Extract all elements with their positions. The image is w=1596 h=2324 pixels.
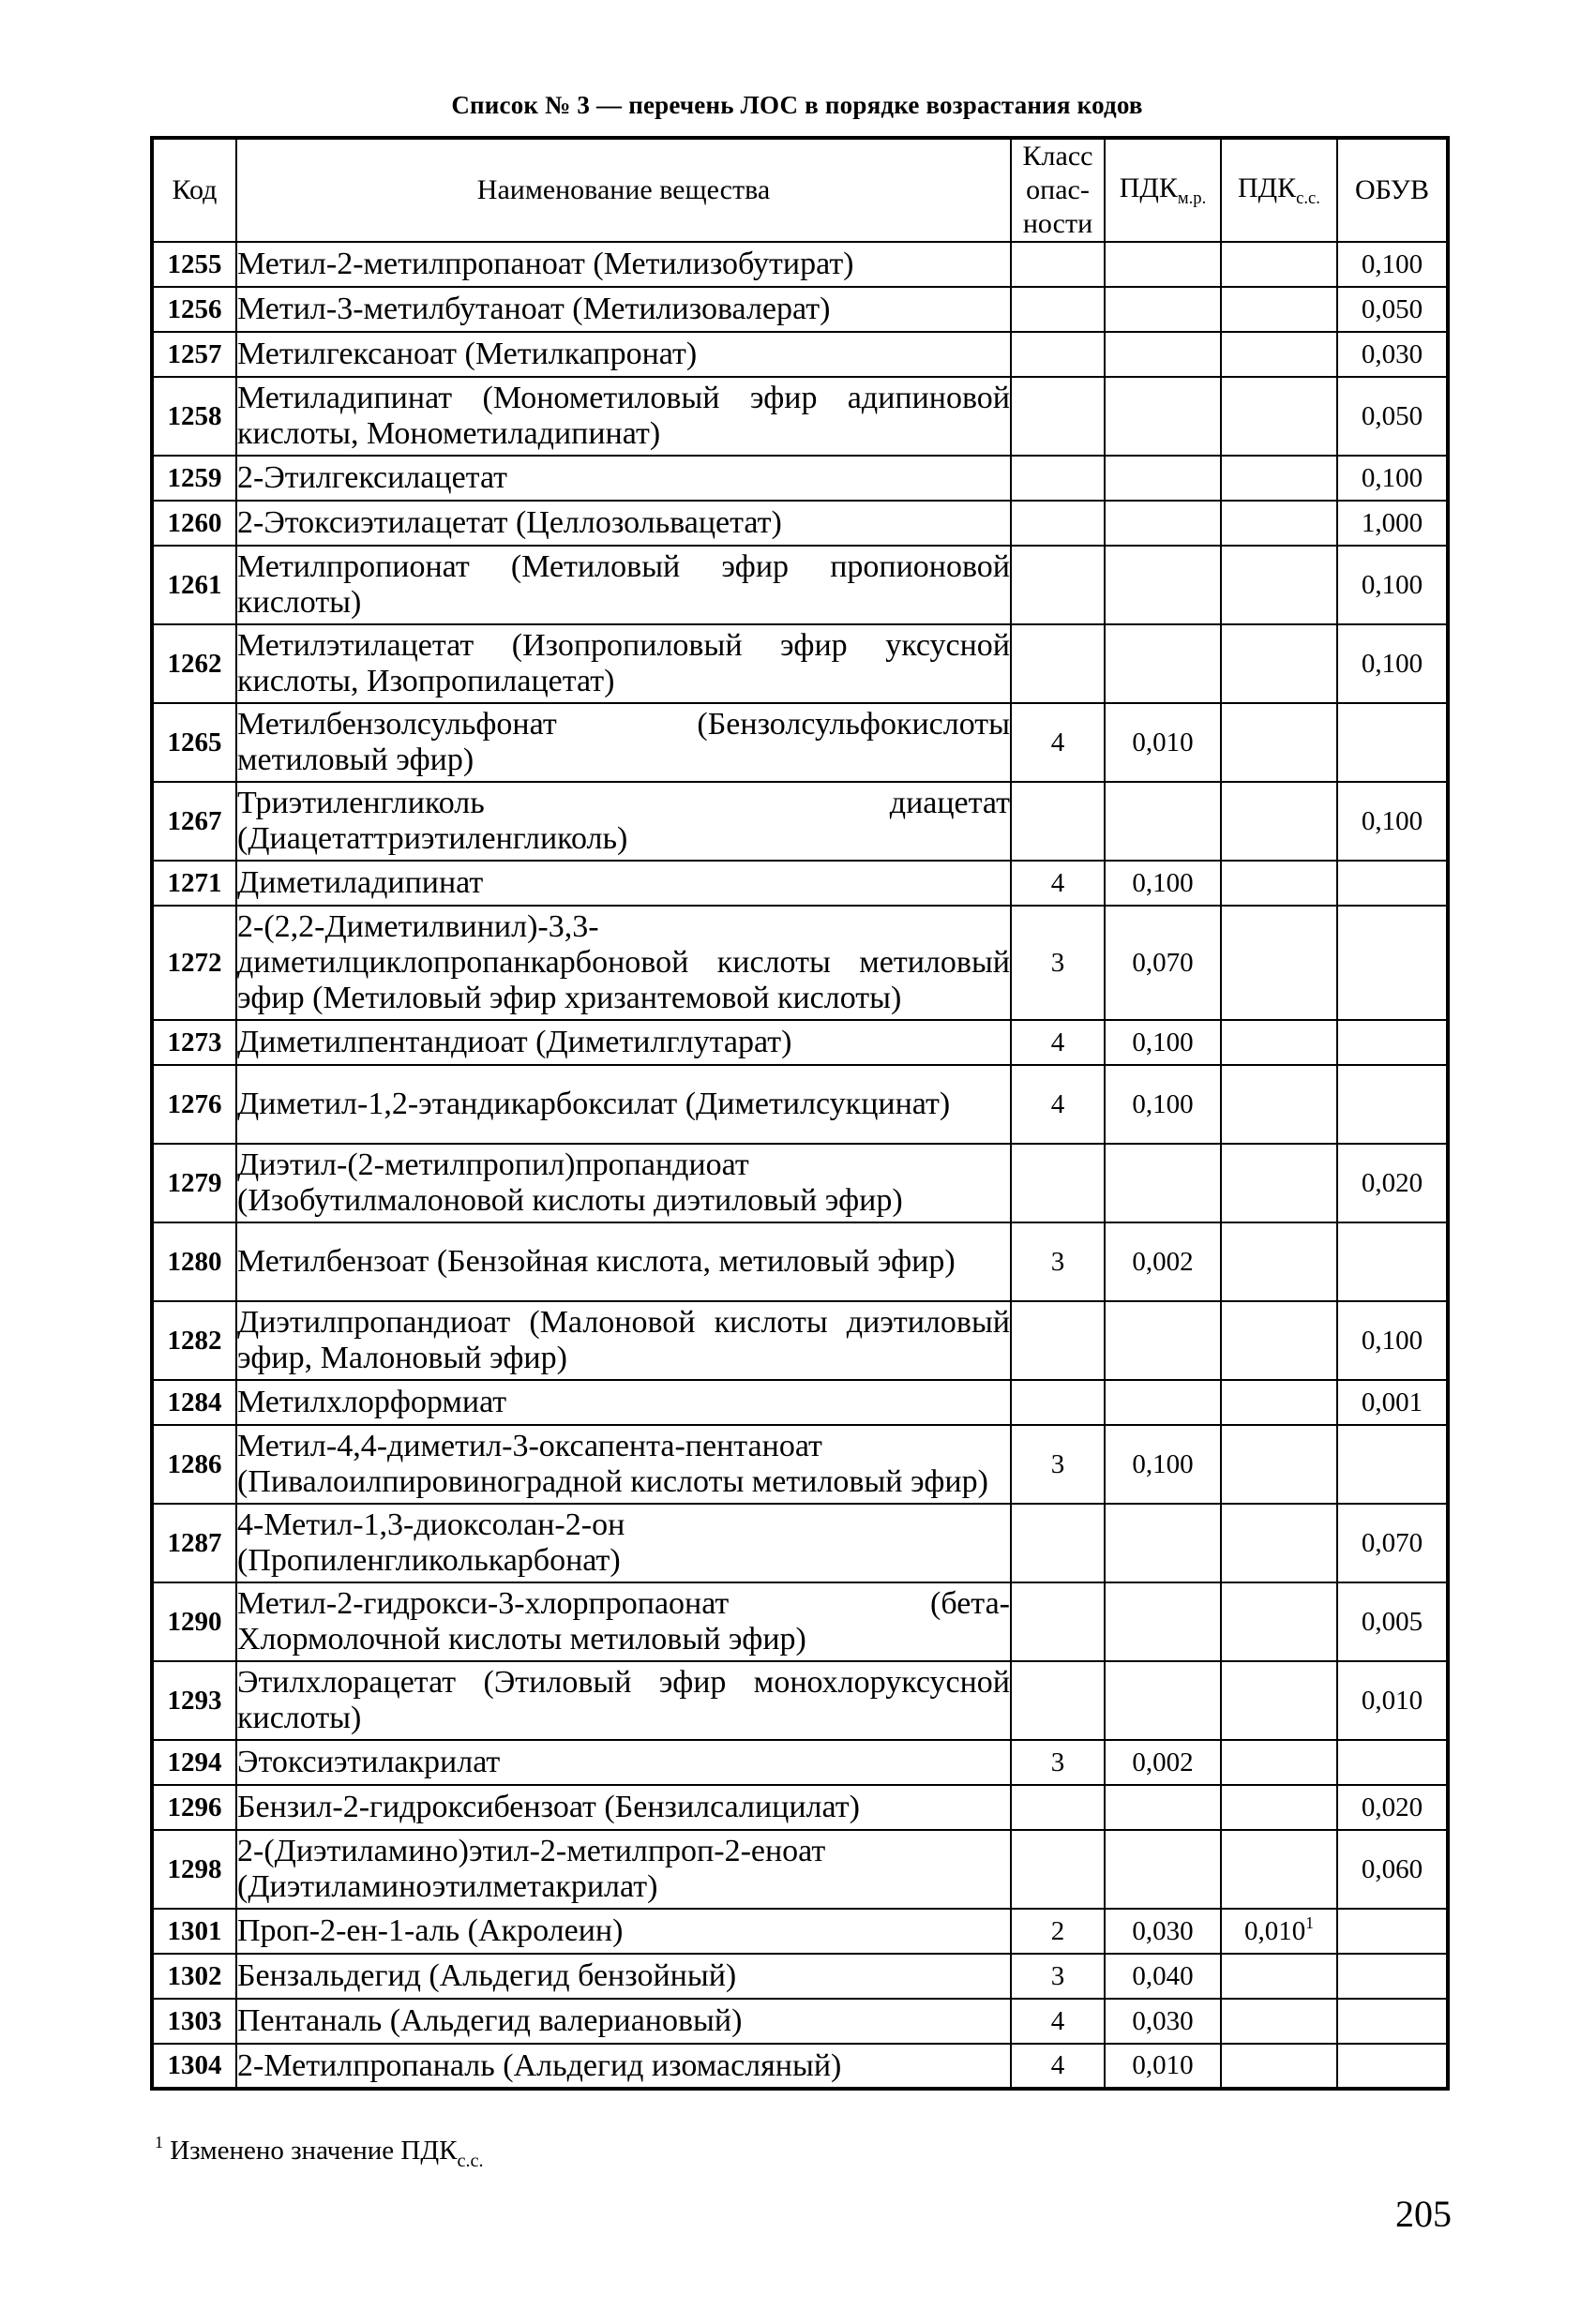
code-cell: 1259 (152, 456, 236, 501)
table-row (152, 1785, 1448, 1830)
footnote-ref: 1 (1305, 1912, 1314, 1932)
code-cell: 1273 (152, 1020, 236, 1065)
pdk-mr-cell (1105, 242, 1221, 287)
table-row (152, 1954, 1448, 1999)
class-cell (1011, 242, 1105, 287)
name-cell: 2-Этоксиэтилацетат (Целлозольвацетат) (236, 501, 1011, 546)
code-cell: 1302 (152, 1954, 236, 1999)
class-cell: 4 (1011, 703, 1105, 782)
table-row (152, 1222, 1448, 1301)
pdk-ss-cell (1221, 456, 1337, 501)
pdk-ss-cell (1221, 861, 1337, 906)
header-class-line: опас- (1026, 174, 1090, 205)
pdk-mr-cell (1105, 1144, 1221, 1222)
code-cell: 1276 (152, 1065, 236, 1144)
table-row (152, 1425, 1448, 1504)
header-pdk-ss (1221, 138, 1337, 242)
pdk-ss-cell (1221, 242, 1337, 287)
code-cell: 1298 (152, 1830, 236, 1909)
obuv-cell (1337, 1954, 1448, 1999)
obuv-cell: 0,100 (1337, 624, 1448, 703)
header-pdk-ss-main: ПДК (1238, 172, 1297, 203)
page-number: 205 (1395, 2193, 1452, 2235)
class-cell: 4 (1011, 1020, 1105, 1065)
code-cell: 1271 (152, 861, 236, 906)
class-cell (1011, 624, 1105, 703)
pdk-mr-cell (1105, 501, 1221, 546)
name-cell: 2-Этилгексилацетат (236, 456, 1011, 501)
table-row (152, 377, 1448, 456)
obuv-cell: 0,020 (1337, 1785, 1448, 1830)
code-cell: 1255 (152, 242, 236, 287)
pdk-mr-cell (1105, 377, 1221, 456)
class-cell (1011, 501, 1105, 546)
class-cell (1011, 1144, 1105, 1222)
header-class (1011, 138, 1105, 242)
pdk-mr-cell (1105, 546, 1221, 624)
obuv-cell (1337, 1020, 1448, 1065)
name-cell: Метилгексаноат (Метилкапронат) (236, 332, 1011, 377)
footnote-mark: 1 (155, 2133, 163, 2152)
header-class-line: ности (1022, 208, 1093, 239)
pdk-mr-cell (1105, 1380, 1221, 1425)
code-cell: 1287 (152, 1504, 236, 1582)
class-cell: 3 (1011, 1425, 1105, 1504)
table-row (152, 242, 1448, 287)
pdk-mr-cell (1105, 1661, 1221, 1740)
pdk-ss-cell (1221, 1144, 1337, 1222)
pdk-ss-cell (1221, 377, 1337, 456)
name-cell: Метил-2-метилпропаноат (Метилизобутират) (236, 242, 1011, 287)
table-row (152, 2044, 1448, 2089)
header-obuv: ОБУВ (1337, 138, 1448, 242)
obuv-cell: 0,050 (1337, 377, 1448, 456)
header-code: Код (152, 138, 236, 242)
name-cell: 2-Метилпропаналь (Альдегид изомасляный) (236, 2044, 1011, 2089)
class-cell (1011, 332, 1105, 377)
pdk-mr-cell: 0,030 (1105, 1909, 1221, 1954)
pdk-ss-cell (1221, 1301, 1337, 1380)
pdk-mr-cell (1105, 782, 1221, 861)
obuv-cell: 0,010 (1337, 1661, 1448, 1740)
header-pdk-ss-sub: с.с. (1296, 188, 1320, 208)
code-cell: 1304 (152, 2044, 236, 2089)
obuv-cell (1337, 1740, 1448, 1785)
obuv-cell (1337, 861, 1448, 906)
code-cell: 1284 (152, 1380, 236, 1425)
table-row (152, 287, 1448, 332)
table-row (152, 546, 1448, 624)
pdk-mr-cell (1105, 1504, 1221, 1582)
class-cell: 4 (1011, 2044, 1105, 2089)
pdk-mr-cell: 0,010 (1105, 703, 1221, 782)
pdk-ss-cell (1221, 501, 1337, 546)
table-body (152, 242, 1448, 2089)
obuv-cell (1337, 906, 1448, 1020)
substance-table (150, 136, 1450, 2091)
table-row (152, 1661, 1448, 1740)
obuv-cell (1337, 1222, 1448, 1301)
class-cell: 3 (1011, 1740, 1105, 1785)
pdk-ss-cell (1221, 332, 1337, 377)
name-cell: Проп-2-ен-1-аль (Акролеин) (236, 1909, 1011, 1954)
table-row (152, 906, 1448, 1020)
class-cell: 2 (1011, 1909, 1105, 1954)
obuv-cell: 0,001 (1337, 1380, 1448, 1425)
obuv-cell: 0,030 (1337, 332, 1448, 377)
pdk-mr-cell: 0,100 (1105, 1065, 1221, 1144)
code-cell: 1262 (152, 624, 236, 703)
class-cell (1011, 1785, 1105, 1830)
obuv-cell: 0,005 (1337, 1582, 1448, 1661)
pdk-ss-cell (1221, 1504, 1337, 1582)
obuv-cell (1337, 2044, 1448, 2089)
pdk-ss-cell (1221, 546, 1337, 624)
pdk-mr-cell (1105, 1582, 1221, 1661)
name-cell: Метил-2-гидрокси-3-хлорпропаонат (бета-Хлормолочной кислоты метиловый эфир) (236, 1582, 1011, 1661)
pdk-ss-cell (1221, 624, 1337, 703)
name-cell: Бензил-2-гидроксибензоат (Бензилсалицилат) (236, 1785, 1011, 1830)
name-cell: 2-(Диэтиламино)этил-2-метилпроп-2-еноат (Диэтиламиноэтилметакрилат) (236, 1830, 1011, 1909)
class-cell (1011, 1582, 1105, 1661)
table-row (152, 1999, 1448, 2044)
pdk-mr-cell (1105, 332, 1221, 377)
pdk-ss-cell (1221, 2044, 1337, 2089)
class-cell (1011, 456, 1105, 501)
table-row (152, 782, 1448, 861)
name-cell: Метил-4,4-диметил-3-оксапента-пентаноат (Пивалоилпировиноградной кислоты метиловый эфир) (236, 1425, 1011, 1504)
table-row (152, 1380, 1448, 1425)
footnote-text: Изменено значение ПДК (170, 2136, 458, 2166)
name-cell: Триэтиленгликоль диацетат (Диацетаттриэтиленгликоль) (236, 782, 1011, 861)
name-cell: Диэтилпропандиоат (Малоновой кислоты диэтиловый эфир, Малоновый эфир) (236, 1301, 1011, 1380)
class-cell (1011, 377, 1105, 456)
table-row (152, 1020, 1448, 1065)
pdk-ss-cell (1221, 1425, 1337, 1504)
pdk-mr-cell (1105, 1301, 1221, 1380)
code-cell: 1296 (152, 1785, 236, 1830)
code-cell: 1280 (152, 1222, 236, 1301)
pdk-ss-cell (1221, 906, 1337, 1020)
code-cell: 1279 (152, 1144, 236, 1222)
table-header-row (152, 138, 1448, 242)
page-title: Список № 3 — перечень ЛОС в порядке возрастания кодов (451, 91, 1143, 119)
name-cell: 4-Метил-1,3-диоксолан-2-он (Пропиленгликолькарбонат) (236, 1504, 1011, 1582)
table-row (152, 1144, 1448, 1222)
obuv-cell: 0,100 (1337, 1301, 1448, 1380)
pdk-ss-cell (1221, 1582, 1337, 1661)
name-cell: Бензальдегид (Альдегид бензойный) (236, 1954, 1011, 1999)
pdk-ss-cell (1221, 782, 1337, 861)
code-cell: 1258 (152, 377, 236, 456)
obuv-cell: 1,000 (1337, 501, 1448, 546)
class-cell (1011, 1380, 1105, 1425)
table-row (152, 703, 1448, 782)
class-cell: 3 (1011, 1954, 1105, 1999)
class-cell: 4 (1011, 861, 1105, 906)
table-row (152, 1065, 1448, 1144)
pdk-mr-cell: 0,100 (1105, 1425, 1221, 1504)
code-cell: 1257 (152, 332, 236, 377)
table-row (152, 624, 1448, 703)
pdk-mr-cell (1105, 1830, 1221, 1909)
name-cell: Диметиладипинат (236, 861, 1011, 906)
name-cell: Диметилпентандиоат (Диметилглутарат) (236, 1020, 1011, 1065)
name-cell: Этилхлорацетат (Этиловый эфир монохлоруксусной кислоты) (236, 1661, 1011, 1740)
obuv-cell: 0,100 (1337, 782, 1448, 861)
class-cell: 3 (1011, 1222, 1105, 1301)
code-cell: 1261 (152, 546, 236, 624)
class-cell (1011, 1301, 1105, 1380)
obuv-cell: 0,020 (1337, 1144, 1448, 1222)
class-cell (1011, 1661, 1105, 1740)
header-pdk-mr-sub: м.р. (1177, 188, 1207, 208)
name-cell: Этоксиэтилакрилат (236, 1740, 1011, 1785)
name-cell: Метилхлорформиат (236, 1380, 1011, 1425)
obuv-cell: 0,100 (1337, 456, 1448, 501)
obuv-cell: 0,060 (1337, 1830, 1448, 1909)
pdk-mr-cell (1105, 624, 1221, 703)
pdk-mr-cell (1105, 1785, 1221, 1830)
code-cell: 1282 (152, 1301, 236, 1380)
name-cell: 2-(2,2-Диметилвинил)-3,3-диметилциклопропанкарбоновой кислоты метиловый эфир (Метиловый эфир хризантемовой кислоты) (236, 906, 1011, 1020)
footnote-sub: с.с. (457, 2151, 484, 2171)
name-cell: Диметил-1,2-этандикарбоксилат (Диметилсукцинат) (236, 1065, 1011, 1144)
name-cell: Метил-3-метилбутаноат (Метилизовалерат) (236, 287, 1011, 332)
pdk-mr-cell: 0,002 (1105, 1222, 1221, 1301)
pdk-ss-cell (1221, 1380, 1337, 1425)
class-cell (1011, 1830, 1105, 1909)
obuv-cell: 0,100 (1337, 546, 1448, 624)
pdk-ss-cell (1221, 1020, 1337, 1065)
code-cell: 1265 (152, 703, 236, 782)
code-cell: 1290 (152, 1582, 236, 1661)
class-cell (1011, 782, 1105, 861)
table-row (152, 1740, 1448, 1785)
name-cell: Метилбензоат (Бензойная кислота, метиловый эфир) (236, 1222, 1011, 1301)
pdk-mr-cell: 0,040 (1105, 1954, 1221, 1999)
code-cell: 1293 (152, 1661, 236, 1740)
pdk-ss-cell (1221, 1740, 1337, 1785)
class-cell (1011, 546, 1105, 624)
table-row (152, 332, 1448, 377)
table-row (152, 501, 1448, 546)
name-cell: Пентаналь (Альдегид валериановый) (236, 1999, 1011, 2044)
pdk-ss-cell: 0,010$^1$ (1221, 1909, 1337, 1954)
header-name: Наименование вещества (236, 138, 1011, 242)
pdk-mr-cell (1105, 287, 1221, 332)
obuv-cell (1337, 1425, 1448, 1504)
code-cell: 1301 (152, 1909, 236, 1954)
pdk-ss-cell (1221, 1785, 1337, 1830)
table-row (152, 1582, 1448, 1661)
code-cell: 1294 (152, 1740, 236, 1785)
pdk-ss-cell (1221, 1830, 1337, 1909)
header-class-line: Класс (1022, 141, 1093, 172)
code-cell: 1272 (152, 906, 236, 1020)
pdk-mr-cell: 0,030 (1105, 1999, 1221, 2044)
header-pdk-mr-main: ПДК (1119, 172, 1178, 203)
pdk-ss-cell (1221, 1065, 1337, 1144)
header-pdk-mr (1105, 138, 1221, 242)
pdk-mr-cell: 0,002 (1105, 1740, 1221, 1785)
table-row (152, 1301, 1448, 1380)
table-row (152, 456, 1448, 501)
footnote (155, 2133, 484, 2171)
code-cell: 1267 (152, 782, 236, 861)
obuv-cell (1337, 1999, 1448, 2044)
pdk-mr-cell: 0,070 (1105, 906, 1221, 1020)
pdk-mr-cell: 0,100 (1105, 861, 1221, 906)
pdk-ss-cell (1221, 287, 1337, 332)
obuv-cell (1337, 703, 1448, 782)
code-cell: 1260 (152, 501, 236, 546)
pdk-mr-cell: 0,010 (1105, 2044, 1221, 2089)
pdk-mr-cell (1105, 456, 1221, 501)
class-cell (1011, 1504, 1105, 1582)
name-cell: Метиладипинат (Монометиловый эфир адипиновой кислоты, Монометиладипинат) (236, 377, 1011, 456)
obuv-cell: 0,100 (1337, 242, 1448, 287)
class-cell (1011, 287, 1105, 332)
pdk-ss-cell (1221, 1999, 1337, 2044)
code-cell: 1256 (152, 287, 236, 332)
code-cell: 1303 (152, 1999, 236, 2044)
obuv-cell: 0,070 (1337, 1504, 1448, 1582)
obuv-cell (1337, 1065, 1448, 1144)
name-cell: Метилэтилацетат (Изопропиловый эфир уксусной кислоты, Изопропилацетат) (236, 624, 1011, 703)
name-cell: Диэтил-(2-метилпропил)пропандиоат (Изобутилмалоновой кислоты диэтиловый эфир) (236, 1144, 1011, 1222)
class-cell: 4 (1011, 1999, 1105, 2044)
obuv-cell: 0,050 (1337, 287, 1448, 332)
table-row (152, 1830, 1448, 1909)
class-cell: 4 (1011, 1065, 1105, 1144)
pdk-ss-cell (1221, 1954, 1337, 1999)
name-cell: Метилбензолсульфонат (Бензолсульфокислоты метиловый эфир) (236, 703, 1011, 782)
obuv-cell (1337, 1909, 1448, 1954)
name-cell: Метилпропионат (Метиловый эфир пропионовой кислоты) (236, 546, 1011, 624)
pdk-ss-cell (1221, 1222, 1337, 1301)
table-row (152, 1504, 1448, 1582)
pdk-mr-cell: 0,100 (1105, 1020, 1221, 1065)
code-cell: 1286 (152, 1425, 236, 1504)
table-row (152, 1909, 1448, 1954)
pdk-ss-cell (1221, 1661, 1337, 1740)
pdk-ss-cell (1221, 703, 1337, 782)
class-cell: 3 (1011, 906, 1105, 1020)
table-row (152, 861, 1448, 906)
